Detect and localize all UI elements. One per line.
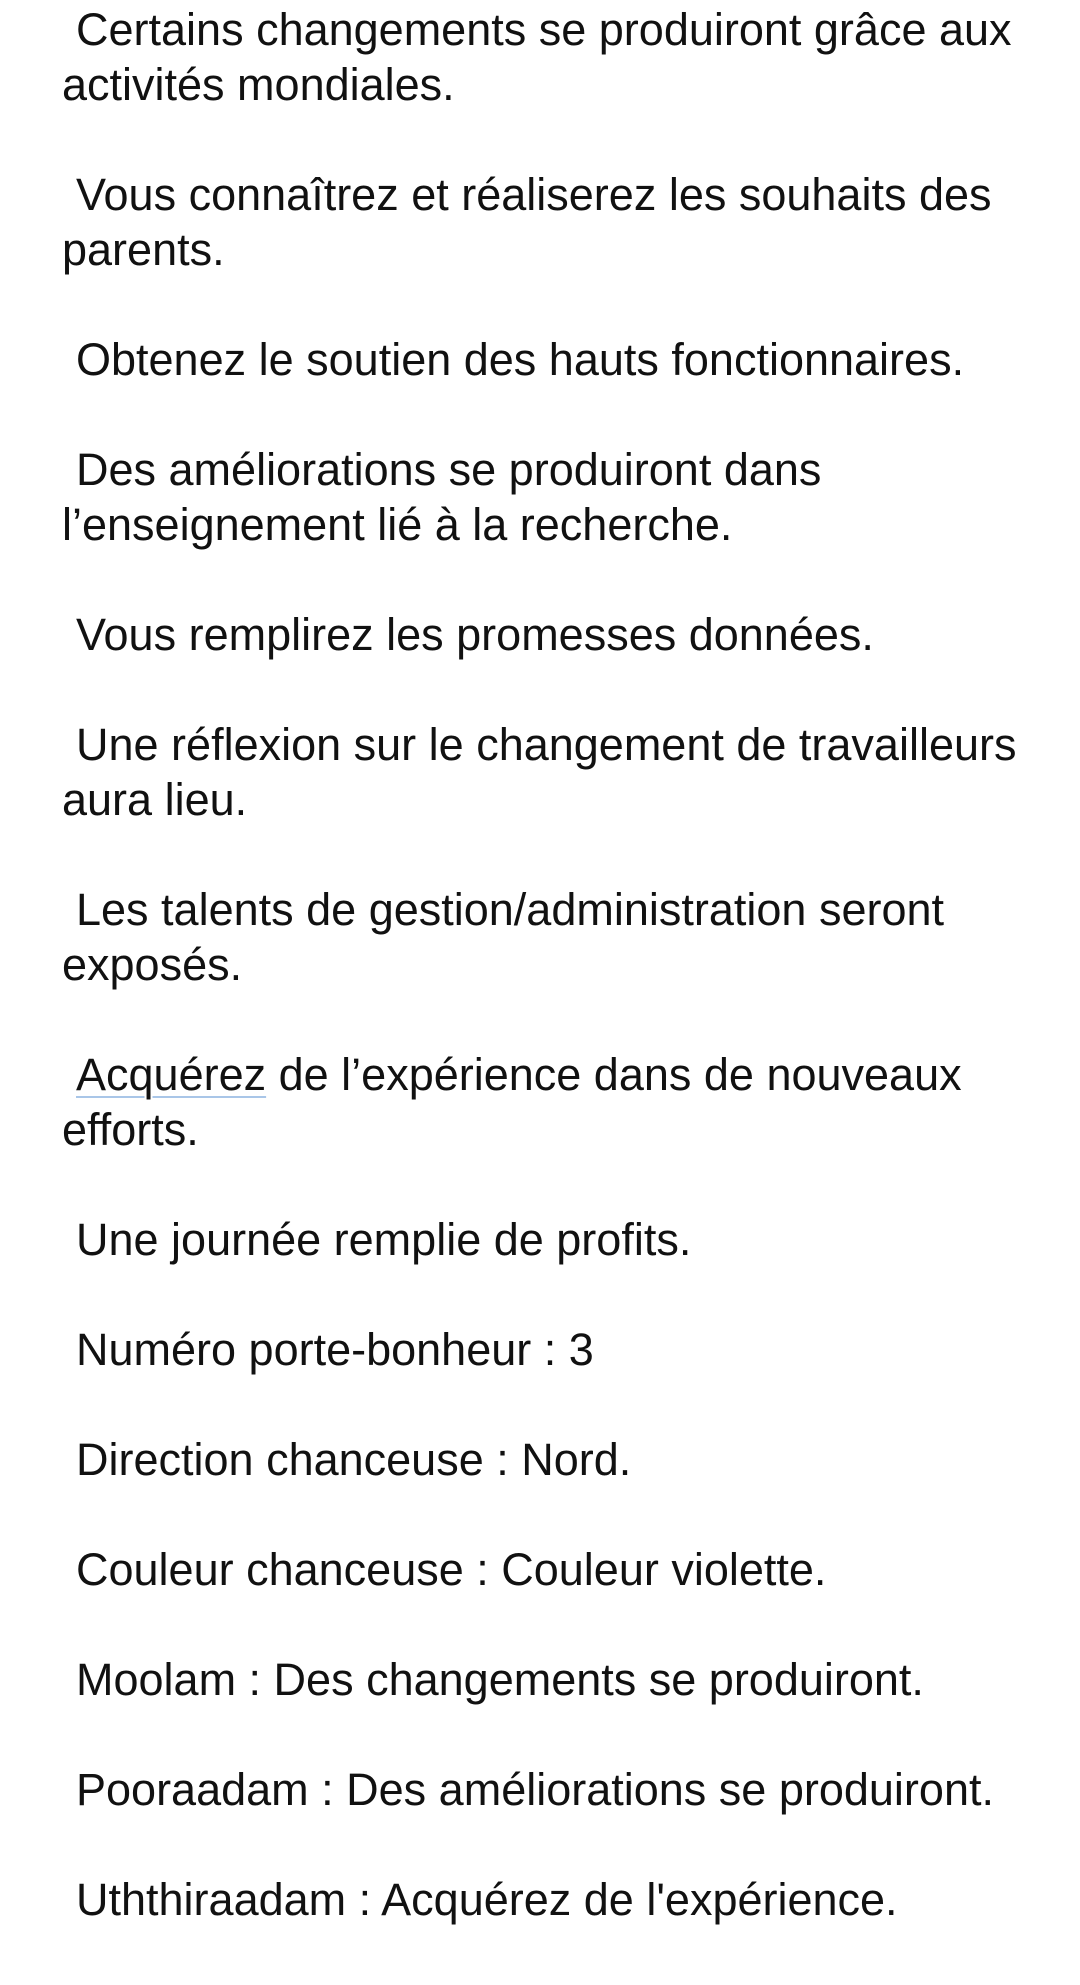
paragraph-profits: [62, 1212, 1052, 1267]
paragraph-parents-wishes: [62, 167, 1052, 277]
paragraph-text: Vous remplirez les promesses données.: [76, 609, 874, 660]
star-pooraadam: [62, 1762, 1052, 1817]
lucky-color-text: Couleur chanceuse : Couleur violette.: [76, 1544, 827, 1595]
paragraph-global-changes: [62, 2, 1052, 112]
spellcheck-underlined-word: Acquérez: [76, 1049, 267, 1100]
lucky-number-text: Numéro porte-bonheur : 3: [76, 1324, 594, 1375]
paragraph-text: Obtenez le soutien des hauts fonctionnaires.: [76, 334, 965, 385]
paragraph-text: Une réflexion sur le changement de travailleurs aura lieu.: [62, 719, 1017, 825]
paragraph-promises: [62, 607, 1052, 662]
lucky-direction: [62, 1432, 1052, 1487]
paragraph-education: [62, 442, 1052, 552]
paragraph-management: [62, 882, 1052, 992]
paragraph-text: Certains changements se produiront grâce aux activités mondiales.: [62, 4, 1012, 110]
paragraph-text: Des améliorations se produiront dans l’enseignement lié à la recherche.: [62, 444, 822, 550]
lucky-color: [62, 1542, 1052, 1597]
paragraph-experience: [62, 1047, 1052, 1157]
paragraph-text: de l’expérience dans de nouveaux efforts.: [62, 1049, 962, 1155]
star-uththiraadam-text: Uththiraadam : Acquérez de l'expérience.: [76, 1874, 898, 1925]
star-moolam-text: Moolam : Des changements se produiront.: [76, 1654, 924, 1705]
paragraph-text: Vous connaîtrez et réaliserez les souhaits des parents.: [62, 169, 992, 275]
star-moolam: [62, 1652, 1052, 1707]
paragraph-support: [62, 332, 1052, 387]
lucky-direction-text: Direction chanceuse : Nord.: [76, 1434, 632, 1485]
paragraph-text: Les talents de gestion/administration seront exposés.: [62, 884, 945, 990]
star-uththiraadam: [62, 1872, 1052, 1927]
document-body: [62, 0, 1052, 1982]
paragraph-workers: [62, 717, 1052, 827]
paragraph-text: Une journée remplie de profits.: [76, 1214, 692, 1265]
lucky-number: [62, 1322, 1052, 1377]
star-pooraadam-text: Pooraadam : Des améliorations se produiront.: [76, 1764, 994, 1815]
